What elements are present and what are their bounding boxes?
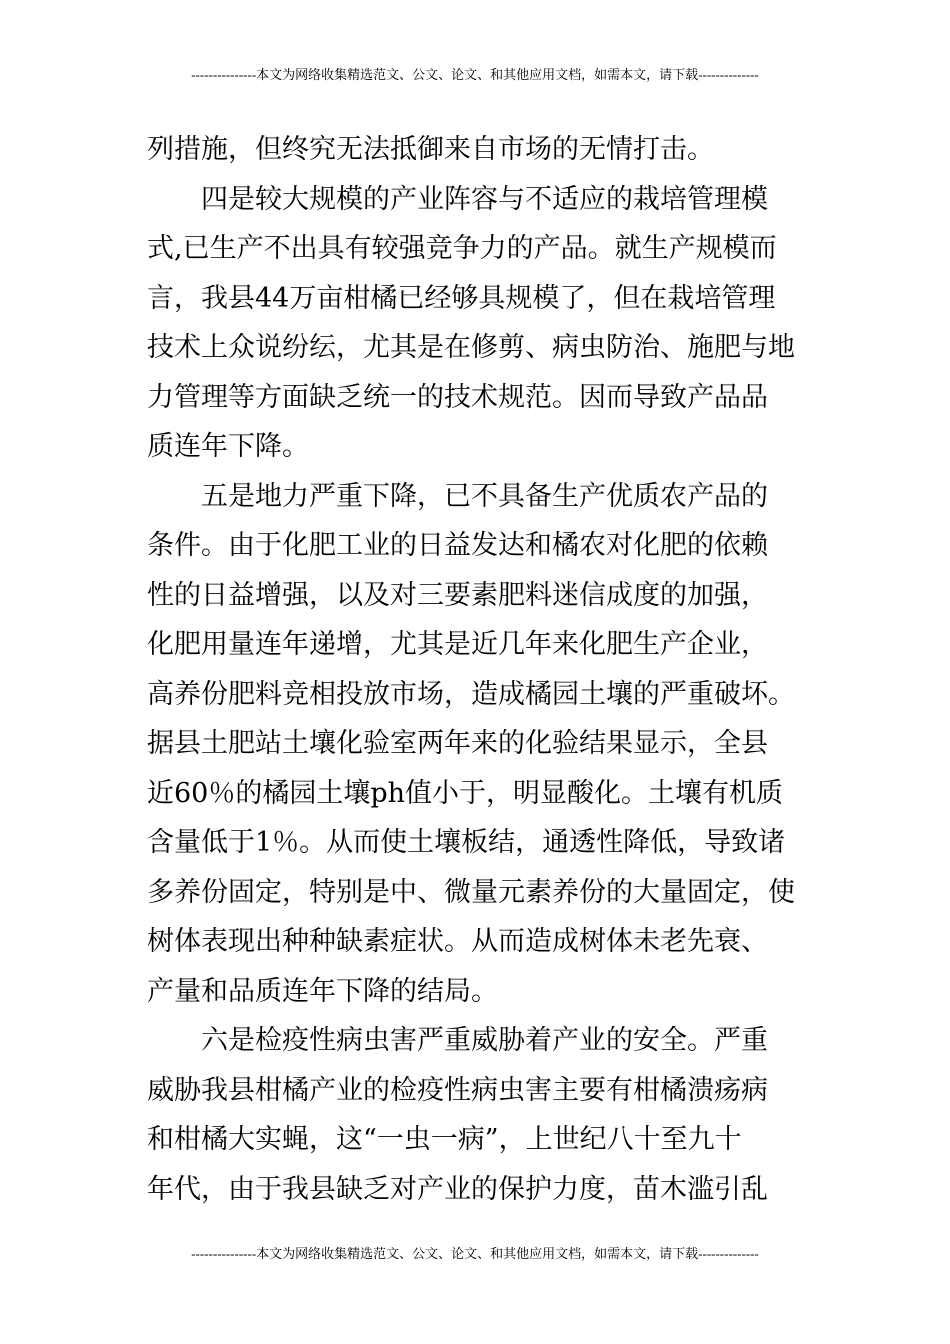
text-line: 近60％的橘园土壤ph值小于，明显酸化。土壤有机质: [147, 777, 784, 809]
text-line: 年代，由于我县缺乏对产业的保护力度，苗木滥引乱: [147, 1173, 768, 1205]
page-footer: ---------------本文为网络收集精选范文、公文、论文、和其他应用文档，如需本文，请下载--------------: [191, 1246, 759, 1261]
text-line: 据县土肥站土壤化验室两年来的化验结果显示，全县: [147, 728, 768, 759]
text-line: 技术上众说纷纭，尤其是在修剪、病虫防治、施肥与地: [147, 332, 795, 363]
text-line: 树体表现出种种缺素症状。从而造成树体未老先衰、: [147, 926, 768, 957]
text-line: 含量低于1％。从而使土壤板结，通透性降低，导致诸: [147, 827, 786, 858]
page-header: ---------------本文为网络收集精选范文、公文、论文、和其他应用文档，如需本文，请下载--------------: [191, 67, 759, 82]
document-body: [147, 125, 819, 1214]
text-line: 质连年下降。: [147, 431, 309, 462]
text-line: 产量和品质连年下降的结局。: [147, 975, 498, 1007]
text-line: 条件。由于化肥工业的日益发达和橘农对化肥的依赖: [147, 530, 768, 561]
text-line: 和柑橘大实蝇，这“一虫一病”，上世纪八十至九十: [147, 1124, 742, 1155]
text-line: 言，我县44万亩柑橘已经够具规模了，但在栽培管理: [147, 282, 776, 314]
text-line: 威胁我县柑橘产业的检疫性病虫害主要有柑橘溃疡病: [147, 1074, 768, 1106]
text-line: 四是较大规模的产业阵容与不适应的栽培管理模: [147, 183, 768, 215]
text-line: 性的日益增强，以及对三要素肥料迷信成度的加强，: [147, 579, 768, 611]
text-line: 五是地力严重下降，已不具备生产优质农产品的: [147, 480, 768, 512]
text-line: 力管理等方面缺乏统一的技术规范。因而导致产品品: [147, 381, 768, 413]
text-line: 高养份肥料竞相投放市场，造成橘园土壤的严重破坏。: [147, 678, 795, 710]
text-line: 化肥用量连年递增，尤其是近几年来化肥生产企业，: [147, 629, 768, 660]
text-line: 列措施，但终究无法抵御来自市场的无情打击。: [147, 134, 714, 165]
text-line: 多养份固定，特别是中、微量元素养份的大量固定，使: [147, 876, 795, 908]
text-line: 式,已生产不出具有较强竞争力的产品。就生产规模而: [147, 233, 777, 264]
text-line: 六是检疫性病虫害严重威胁着产业的安全。严重: [147, 1025, 768, 1056]
